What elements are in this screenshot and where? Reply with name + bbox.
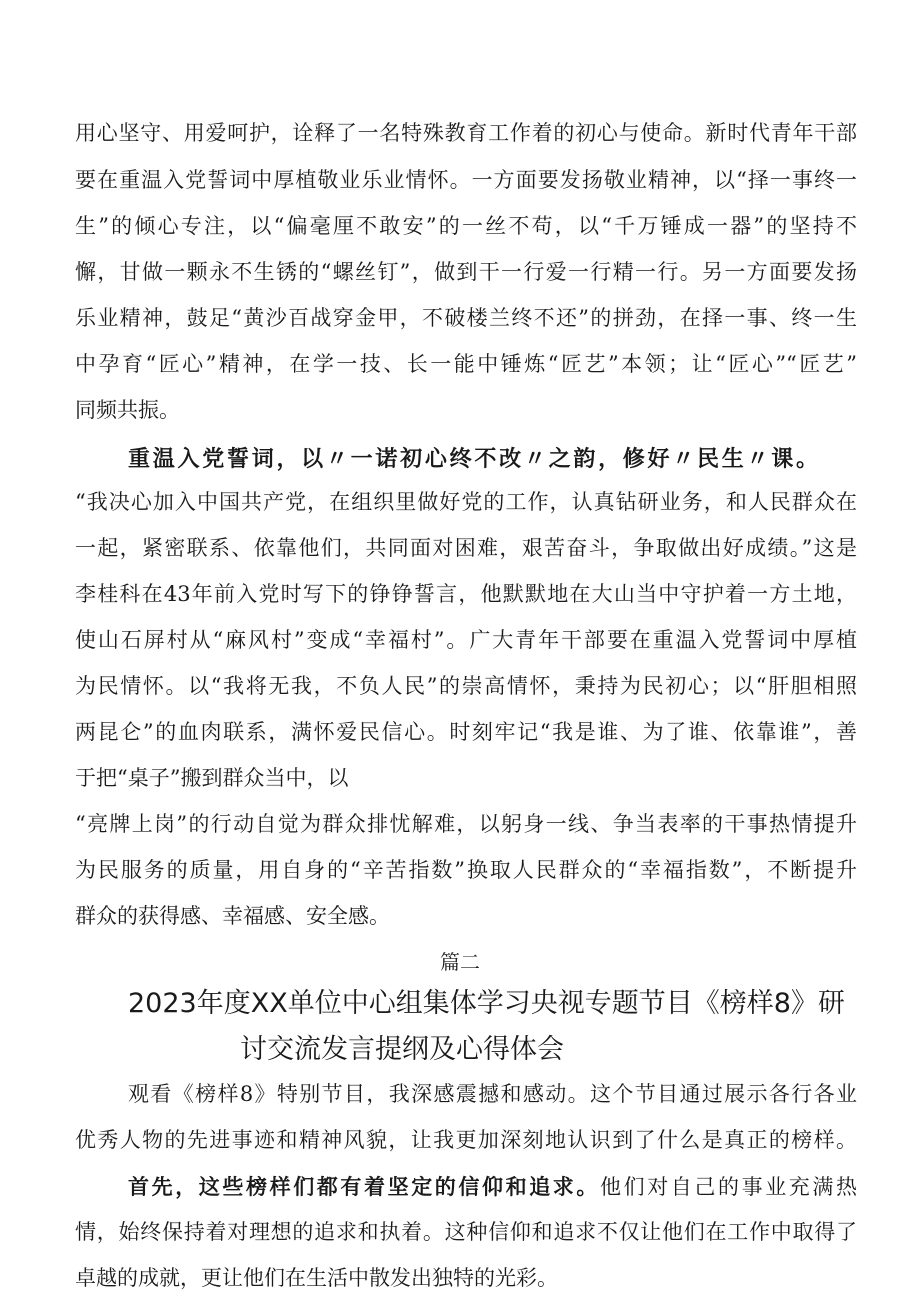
paragraph-line: 使山石屏村从“麻风村”变成“幸福村”。广大青年干部要在重温入党誓词中厚植 [75, 628, 857, 652]
paragraph-line: 优秀人物的先进事迹和精神风貌，让我更加深刻地认识到了什么是真正的榜样。 [75, 1128, 857, 1152]
section-label: 篇二 [440, 950, 480, 974]
paragraph-line: 一起，紧密联系、依靠他们，共同面对困难，艰苦奋斗，争取做出好成绩。”这是 [75, 536, 857, 560]
paragraph-line: 要在重温入党誓词中厚植敬业乐业情怀。一方面要发扬敬业精神，以“择一事终一 [75, 168, 857, 192]
title-line: 2023年度XX单位中心组集体学习央视专题节目《榜样8》研 [128, 988, 845, 1019]
bold-lead: 首先，这些榜样们都有着坚定的信仰和追求。 [128, 1174, 600, 1199]
paragraph-line: 中孕育“匠心”精神，在学一技、长一能中锤炼“匠艺”本领；让“匠心”“匠艺” [75, 352, 857, 376]
paragraph-line: “亮牌上岗”的行动自觉为群众排忧解难，以躬身一线、争当表率的干事热情提升 [75, 812, 857, 836]
paragraph-line: 乐业精神，鼓足“黄沙百战穿金甲，不破楼兰终不还”的拼劲，在择一事、终一生 [75, 306, 857, 330]
paragraph-line: 情，始终保持着对理想的追求和执着。这种信仰和追求不仅让他们在工作中取得了 [75, 1220, 857, 1244]
paragraph-line: 卓越的成就，更让他们在生活中散发出独特的光彩。 [75, 1266, 558, 1290]
title-line: 讨交流发言提纲及心得体会 [240, 1034, 564, 1065]
paragraph-line: 为民情怀。以“我将无我，不负人民”的崇高情怀，秉持为民初心；以“肝胆相照 [75, 674, 857, 698]
paragraph-line: 李桂科在43年前入党时写下的铮铮誓言，他默默地在大山当中守护着一方土地， [75, 582, 857, 606]
paragraph-line: 于把“桌子”搬到群众当中，以 [75, 766, 349, 790]
paragraph-line [128, 1176, 857, 1198]
section-heading: 重温入党誓词，以〃一诺初心终不改〃之韵，修好〃民生〃课。 [128, 446, 818, 472]
paragraph-line: 两昆仑”的血肉联系，满怀爱民信心。时刻牢记“我是谁、为了谁、依靠谁”，善 [75, 720, 857, 744]
paragraph-line: 群众的获得感、幸福感、安全感。 [75, 904, 390, 928]
paragraph-line: 观看《榜样8》特别节目，我深感震撼和感动。这个节目通过展示各行各业 [128, 1082, 857, 1106]
line-rest: 他们对自己的事业充满热 [600, 1175, 857, 1199]
paragraph-line: “我决心加入中国共产党，在组织里做好党的工作，认真钻研业务，和人民群众在 [75, 490, 857, 514]
paragraph-line: 同频共振。 [75, 398, 180, 422]
paragraph-line: 生”的倾心专注，以“偏毫厘不敢安”的一丝不苟，以“千万锤成一器”的坚持不 [75, 214, 857, 238]
paragraph-line: 懈，甘做一颗永不生锈的“螺丝钉”，做到干一行爱一行精一行。另一方面要发扬 [75, 260, 857, 284]
paragraph-line: 用心坚守、用爱呵护，诠释了一名特殊教育工作着的初心与使命。新时代青年干部 [75, 121, 857, 145]
paragraph-line: 为民服务的质量，用自身的“辛苦指数”换取人民群众的“幸福指数”，不断提升 [75, 858, 857, 882]
